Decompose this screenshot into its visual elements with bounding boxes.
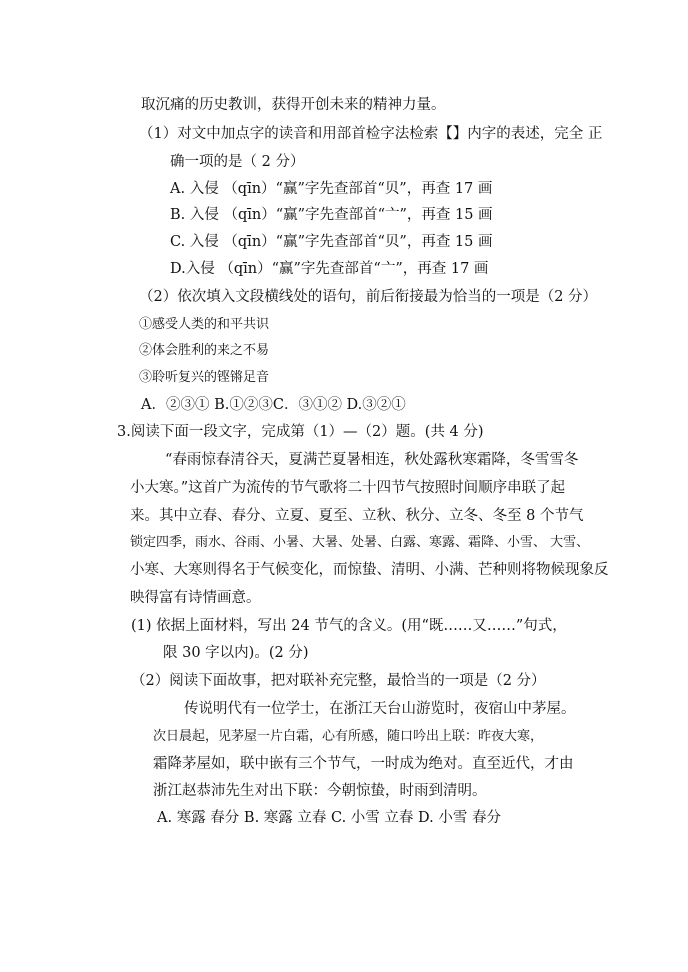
option-b: B. 入侵 （qīn）“赢”字先查部首“亠”，再查 15 画: [170, 207, 493, 223]
question-2-stem: （2）依次填入文段横线处的语句，前后衔接最为恰当的一项是（2 分）: [139, 289, 598, 305]
sentence-2: ②体会胜利的来之不易: [139, 343, 270, 358]
sentence-3: ③聆听复兴的铿锵足音: [139, 370, 270, 385]
option-c: C. 入侵 （qīn）“赢”字先查部首“贝”，再查 15 画: [170, 234, 493, 250]
option-d: D.入侵 （qīn）“赢”字先查部首“亠”，再查 17 画: [170, 261, 489, 277]
passage-line: 小大寒。”这首广为流传的节气歌将二十四节气按照时间顺序串联了起: [130, 480, 566, 496]
story-line: 浙江赵恭沛先生对出下联：今朝惊蛰，时雨到清明。: [153, 783, 487, 799]
passage-line: 小寒、大寒则得名于气候变化，而惊蛰、清明、小满、芒种则将物候现象反: [130, 562, 609, 578]
question-3-2-stem: （2）阅读下面故事，把对联补充完整，最恰当的一项是（2 分）: [131, 673, 546, 689]
question-1-stem: （1）对文中加点字的读音和用部首检字法检索【】内字的表述，完全 正: [139, 126, 603, 142]
story-line: 次日晨起，见茅屋一片白霜，心有所感，随口吟出上联：昨夜大寒，: [153, 729, 544, 744]
story-line: 霜降茅屋如，联中嵌有三个节气，一时成为绝对。直至近代，才由: [153, 756, 574, 772]
text-line-continuation: 取沉痛的历史教训，获得开创未来的精神力量。: [141, 97, 446, 113]
option-a: A. 入侵 （qīn）“赢”字先查部首“贝”，再查 17 画: [170, 181, 493, 197]
passage-line: 来。其中立春、春分、立夏、夏至、立秋、秋分、立冬、冬至 8 个节气: [130, 508, 584, 524]
question-3-1-stem: (1) 依据上面材料，写出 24 节气的含义。(用“既……又……”句式，: [131, 618, 567, 634]
section-3-heading: 3.阅读下面一段文字，完成第（1）—（2）题。(共 4 分): [117, 424, 484, 440]
question-3-2-options: A. 寒露 春分 B. 寒露 立春 C. 小雪 立春 D. 小雪 春分: [157, 810, 501, 826]
passage-line: “春雨惊春清谷天，夏满芒夏暑相连，秋处露秋寒霜降，冬雪雪冬: [165, 452, 579, 468]
passage-line: 映得富有诗情画意。: [130, 590, 261, 606]
sentence-1: ①感受人类的和平共识: [139, 317, 270, 332]
story-line: 传说明代有一位学士，在浙江天台山游览时，夜宿山中茅屋。: [184, 701, 576, 717]
question-1-stem-cont: 确一项的是（ 2 分）: [170, 154, 305, 170]
passage-line: 锁定四季，雨水、谷雨、小暑、大暑、处暑、白露、寒露、霜降、小雪、 大雪、: [130, 535, 590, 550]
question-2-options: A．②③① B.①②③C．③①② D.③②①: [141, 397, 406, 413]
question-3-1-stem-cont: 限 30 字以内)。(2 分): [163, 645, 309, 661]
